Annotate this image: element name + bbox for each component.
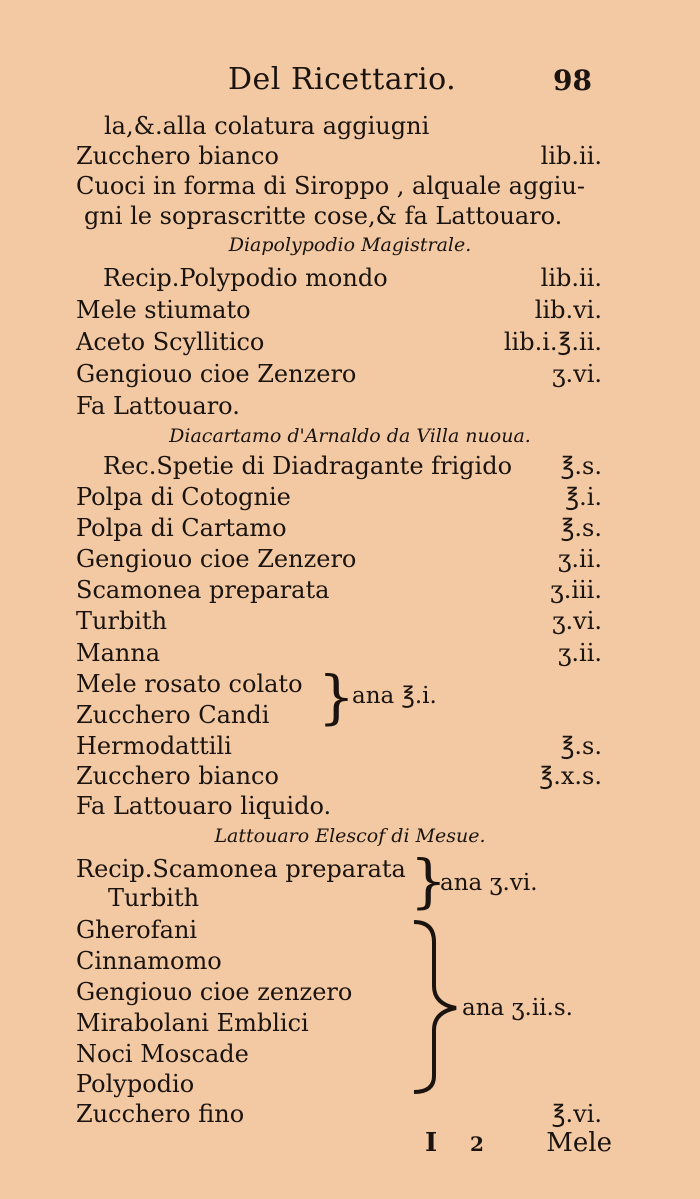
text-line: Fa Lattouaro. <box>76 392 240 420</box>
ingredient-line: Zucchero fino ℥.vi. <box>76 1100 602 1128</box>
quantity: ʒ.vi. <box>551 607 602 635</box>
ingredient-line: Rec.Spetie di Diadragante frigido ℥.s. <box>103 452 602 480</box>
quantity: ℥.s. <box>560 514 602 542</box>
page-number: 98 <box>553 64 592 97</box>
ingredient-line: Aceto Scyllitico lib.i.℥.ii. <box>76 328 602 356</box>
quantity: ℥.s. <box>560 452 602 480</box>
ingredient-line: Noci Moscade <box>76 1040 249 1068</box>
ingredient-line: Turbith <box>108 884 200 912</box>
group-dose: ana ʒ.ii.s. <box>462 995 573 1021</box>
right-brace-icon: } <box>410 847 447 915</box>
text-line: gni le soprascritte cose,& fa Lattouaro. <box>84 202 563 230</box>
page-header <box>0 62 700 102</box>
group-dose: ana ℥.i. <box>352 683 437 709</box>
ingredient-line: Scamonea preparata ʒ.iii. <box>76 576 602 604</box>
ingredient-line: Cinnamomo <box>76 947 222 975</box>
ingredient-line: Mele stiumato lib.vi. <box>76 296 602 324</box>
catchword: Mele <box>546 1128 612 1158</box>
quantity: ʒ.ii. <box>557 639 602 667</box>
recipe-heading: Diacartamo d'Arnaldo da Villa nuoua. <box>169 425 531 447</box>
quantity: lib.i.℥.ii. <box>503 328 602 356</box>
ingredient-line: Zucchero bianco ℥.x.s. <box>76 762 602 790</box>
ingredient-line: Polpa di Cartamo ℥.s. <box>76 514 602 542</box>
quantity: lib.ii. <box>540 264 602 292</box>
quantity: ℥.x.s. <box>539 762 602 790</box>
ingredient-line: Recip.Polypodio mondo lib.ii. <box>103 264 602 292</box>
right-brace-icon <box>404 916 464 1096</box>
ingredient-line: Gengiouo cioe Zenzero ʒ.vi. <box>76 360 602 388</box>
running-title: Del Ricettario. <box>228 62 457 97</box>
quantity: ʒ.iii. <box>550 576 602 604</box>
quantity: ʒ.vi. <box>551 360 602 388</box>
recipe-heading: Lattouaro Elescof di Mesue. <box>214 825 486 847</box>
ingredient-line: Polypodio <box>76 1070 195 1098</box>
group-dose: ana ʒ.vi. <box>440 870 538 896</box>
ingredient-line: Gengiouo cioe Zenzero ʒ.ii. <box>76 545 602 573</box>
ingredient-line: Turbith ʒ.vi. <box>76 607 602 635</box>
ingredient-line: Hermodattili ℥.s. <box>76 732 602 760</box>
quantity: ʒ.ii. <box>557 545 602 573</box>
quantity: ℥.vi. <box>551 1100 602 1128</box>
quantity: lib.vi. <box>534 296 602 324</box>
ingredient-line: Polpa di Cotognie ℥.i. <box>76 483 602 511</box>
ingredient-line: Recip.Scamonea preparata <box>76 855 406 883</box>
ingredient-line: Zucchero bianco lib.ii. <box>76 142 602 170</box>
text-line: Fa Lattouaro liquido. <box>76 792 332 820</box>
ingredient-line: Mirabolani Emblici <box>76 1009 309 1037</box>
ingredient-line: Mele rosato colato <box>76 670 303 698</box>
ingredient-line: Gherofani <box>76 916 198 944</box>
ingredient-line: Manna ʒ.ii. <box>76 639 602 667</box>
quantity: lib.ii. <box>540 142 602 170</box>
ingredient-line: Zucchero Candi <box>76 701 270 729</box>
signature-number: 2 <box>470 1132 484 1156</box>
right-brace-icon: } <box>318 663 355 731</box>
ingredient-line: Gengiouo cioe zenzero <box>76 978 353 1006</box>
text-line: Cuoci in forma di Siroppo , alquale aggiu- <box>76 172 585 200</box>
signature-mark: I <box>425 1128 438 1158</box>
quantity: ℥.i. <box>565 483 602 511</box>
recipe-heading: Diapolypodio Magistrale. <box>228 234 472 256</box>
quantity: ℥.s. <box>560 732 602 760</box>
text-line: la,&.alla colatura aggiugni <box>104 112 430 140</box>
